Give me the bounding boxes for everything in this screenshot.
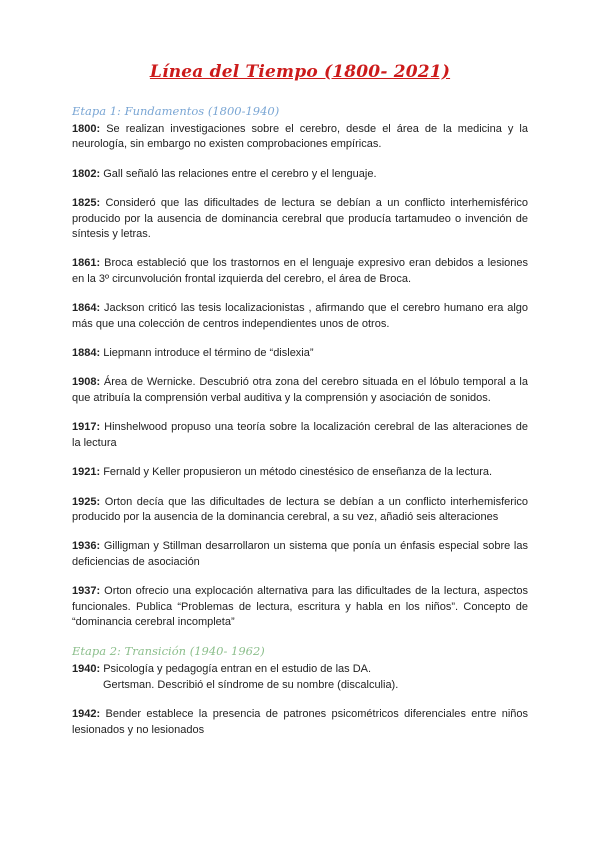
entry-text: Gall señaló las relaciones entre el cerebro y el lenguaje. bbox=[103, 167, 377, 180]
entry-year: 1884: bbox=[72, 347, 101, 360]
timeline-entry bbox=[72, 539, 528, 570]
timeline-entry bbox=[72, 196, 528, 242]
page-title: Línea del Tiempo (1800- 2021) bbox=[149, 62, 451, 82]
timeline-entry bbox=[72, 420, 528, 451]
entry-year: 1921: bbox=[72, 466, 101, 479]
entry-text: Gilligman y Stillman desarrollaron un sistema que ponía un énfasis especial sobre las deficiencias de asociación bbox=[72, 540, 528, 568]
timeline-entry bbox=[72, 301, 528, 332]
timeline-entry bbox=[72, 256, 528, 287]
document-page bbox=[72, 62, 528, 752]
timeline-entry bbox=[72, 707, 528, 738]
entry-text: Orton ofrecio una explocación alternativa para las dificultades de la lectura, aspectos funcionales. Publica “Problemas de lectura, escritura y habla en los niños”. Concepto de “dominancia cerebral incompleta” bbox=[72, 585, 528, 628]
timeline-entry bbox=[72, 122, 528, 153]
entry-text: Hinshelwood propuso una teoría sobre la localización cerebral de las alteraciones de la lectura bbox=[72, 421, 528, 449]
entry-year: 1825: bbox=[72, 197, 101, 210]
entry-text: Orton decía que las dificultades de lectura se debían a un conflicto interhemisferico producido por la ausencia de la dominancia cerebral, a su vez, añadió seis alteraciones bbox=[72, 495, 529, 523]
entry-year: 1937: bbox=[72, 585, 101, 598]
entry-year: 1861: bbox=[72, 257, 101, 270]
entry-text: Se realizan investigaciones sobre el cerebro, desde el área de la medicina y la neurología, sin embargo no existen comprobaciones empíricas. bbox=[72, 123, 528, 151]
entry-text: Consideró que las dificultades de lectura se debían a un conflicto interhemisférico producido por la ausencia de dominancia cerebral que producía tartamudeo o invención de síntesis y letras. bbox=[72, 197, 529, 241]
entry-text: Liepmann introduce el término de “dislexia” bbox=[103, 347, 314, 360]
entry-year: 1802: bbox=[72, 167, 101, 180]
entry-year: 1942: bbox=[72, 708, 101, 721]
entry-text: Broca estableció que los trastornos en el lenguaje expresivo eran debidos a lesiones en la 3º circunvolución frontal izquierda del cerebro, el área de Broca. bbox=[72, 257, 528, 285]
timeline-entry bbox=[72, 584, 528, 630]
entry-year: 1800: bbox=[72, 123, 101, 135]
entry-year: 1936: bbox=[72, 540, 101, 553]
timeline-entry bbox=[72, 375, 528, 406]
entry-year: 1864: bbox=[72, 302, 101, 315]
stage-2-heading: Etapa 2: Transición (1940- 1962) bbox=[72, 644, 265, 659]
timeline-entry bbox=[72, 167, 528, 182]
entry-text: Jackson criticó las tesis localizacionistas , afirmando que el cerebro humano era algo más que una colección de centros independientes unos de otros. bbox=[72, 302, 529, 330]
stage-1-heading: Etapa 1: Fundamentos (1800-1940) bbox=[72, 104, 280, 118]
entry-text: Bender establece la presencia de patrones psicométricos diferenciales entre niños lesionados y no lesionados bbox=[72, 708, 529, 736]
entry-text: Psicología y pedagogía entran en el estudio de las DA. bbox=[103, 663, 372, 676]
timeline-entry bbox=[72, 465, 528, 480]
entry-text: Área de Wernicke. Descubrió otra zona del cerebro situada en el lóbulo temporal a la que atribuía la comprensión verbal auditiva y la comprensión y asociación de sonidos. bbox=[72, 376, 528, 404]
stage-1-entries bbox=[72, 122, 528, 630]
entry-text: Fernald y Keller propusieron un método cinestésico de enseñanza de la lectura. bbox=[103, 466, 493, 479]
entry-year: 1917: bbox=[72, 421, 101, 434]
timeline-entry bbox=[72, 346, 528, 361]
timeline-entry bbox=[72, 495, 528, 526]
entry-year: 1940: bbox=[72, 663, 101, 676]
entry-year: 1925: bbox=[72, 495, 101, 508]
entry-text-continued: Gertsman. Describió el síndrome de su nombre (discalculia). bbox=[103, 678, 399, 691]
timeline-entry bbox=[72, 662, 528, 693]
entry-year: 1908: bbox=[72, 376, 101, 389]
